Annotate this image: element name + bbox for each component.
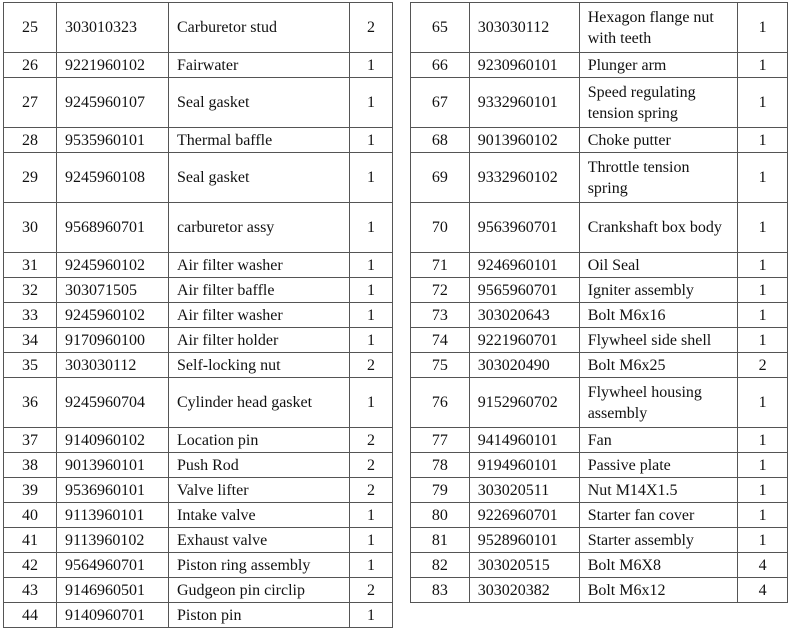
- cell-no: 74: [411, 328, 470, 353]
- table-row: [4, 153, 393, 203]
- cell-code: 303030112: [57, 353, 169, 378]
- cell-name: Speed regulating tension spring: [579, 78, 737, 128]
- cell-qty: 1: [738, 528, 788, 553]
- cell-name: Air filter baffle: [169, 278, 350, 303]
- cell-name: Push Rod: [169, 453, 350, 478]
- table-row: [4, 428, 393, 453]
- cell-qty: 1: [738, 278, 788, 303]
- cell-no: 41: [4, 528, 57, 553]
- cell-qty: 1: [350, 203, 393, 253]
- cell-code: 9245960102: [57, 253, 169, 278]
- cell-code: 9564960701: [57, 553, 169, 578]
- cell-qty: 1: [738, 3, 788, 53]
- table-row: [4, 553, 393, 578]
- cell-code: 9535960101: [57, 128, 169, 153]
- cell-name: Nut M14X1.5: [579, 478, 737, 503]
- cell-name: Oil Seal: [579, 253, 737, 278]
- cell-code: 9568960701: [57, 203, 169, 253]
- cell-no: 78: [411, 453, 470, 478]
- cell-qty: 2: [350, 428, 393, 453]
- cell-no: 75: [411, 353, 470, 378]
- cell-code: 303020490: [469, 353, 579, 378]
- cell-no: 32: [4, 278, 57, 303]
- table-row: [411, 378, 788, 428]
- cell-no: 25: [4, 3, 57, 53]
- table-row: [4, 78, 393, 128]
- cell-code: 9140960102: [57, 428, 169, 453]
- cell-no: 69: [411, 153, 470, 203]
- cell-name: Fairwater: [169, 53, 350, 78]
- cell-no: 31: [4, 253, 57, 278]
- cell-name: Plunger arm: [579, 53, 737, 78]
- table-row: [4, 203, 393, 253]
- cell-name: Cylinder head gasket: [169, 378, 350, 428]
- cell-code: 9245960102: [57, 303, 169, 328]
- table-row: [411, 303, 788, 328]
- cell-name: Starter fan cover: [579, 503, 737, 528]
- cell-name: Air filter washer: [169, 303, 350, 328]
- cell-qty: 4: [738, 578, 788, 603]
- cell-code: 9013960101: [57, 453, 169, 478]
- cell-qty: 1: [738, 478, 788, 503]
- cell-name: Thermal baffle: [169, 128, 350, 153]
- table-row: [411, 78, 788, 128]
- table-row: [411, 153, 788, 203]
- cell-qty: 1: [350, 528, 393, 553]
- cell-name: Fan: [579, 428, 737, 453]
- cell-code: 303020515: [469, 553, 579, 578]
- cell-no: 27: [4, 78, 57, 128]
- table-row: [4, 278, 393, 303]
- cell-no: 79: [411, 478, 470, 503]
- table-row: [411, 478, 788, 503]
- cell-no: 28: [4, 128, 57, 153]
- cell-no: 76: [411, 378, 470, 428]
- cell-qty: 2: [350, 3, 393, 53]
- cell-name: Valve lifter: [169, 478, 350, 503]
- cell-name: Throttle tension spring: [579, 153, 737, 203]
- cell-code: 9528960101: [469, 528, 579, 553]
- cell-qty: 1: [738, 378, 788, 428]
- table-row: [411, 253, 788, 278]
- cell-no: 67: [411, 78, 470, 128]
- cell-name: Exhaust valve: [169, 528, 350, 553]
- cell-code: 303030112: [469, 3, 579, 53]
- cell-qty: 1: [350, 603, 393, 628]
- table-row: [411, 353, 788, 378]
- cell-no: 34: [4, 328, 57, 353]
- parts-table-left: [3, 2, 393, 628]
- cell-code: 9563960701: [469, 203, 579, 253]
- cell-qty: 1: [738, 253, 788, 278]
- cell-no: 39: [4, 478, 57, 503]
- cell-code: 9146960501: [57, 578, 169, 603]
- cell-qty: 1: [350, 153, 393, 203]
- table-row: [411, 3, 788, 53]
- cell-name: Bolt M6x12: [579, 578, 737, 603]
- table-row: [4, 3, 393, 53]
- cell-no: 80: [411, 503, 470, 528]
- cell-name: Piston pin: [169, 603, 350, 628]
- cell-no: 40: [4, 503, 57, 528]
- table-row: [4, 528, 393, 553]
- cell-no: 43: [4, 578, 57, 603]
- table-row: [4, 503, 393, 528]
- cell-qty: 1: [738, 203, 788, 253]
- table-row: [4, 328, 393, 353]
- cell-name: Gudgeon pin circlip: [169, 578, 350, 603]
- cell-name: Crankshaft box body: [579, 203, 737, 253]
- table-row: [411, 428, 788, 453]
- cell-name: Air filter washer: [169, 253, 350, 278]
- table-row: [411, 503, 788, 528]
- table-row: [4, 53, 393, 78]
- parts-table-right: [410, 2, 788, 603]
- cell-name: Intake valve: [169, 503, 350, 528]
- cell-qty: 1: [350, 553, 393, 578]
- cell-qty: 1: [738, 303, 788, 328]
- table-row: [411, 553, 788, 578]
- cell-code: 9536960101: [57, 478, 169, 503]
- table-row: [4, 303, 393, 328]
- cell-qty: 1: [350, 53, 393, 78]
- cell-qty: 1: [350, 503, 393, 528]
- cell-code: 9152960702: [469, 378, 579, 428]
- cell-no: 82: [411, 553, 470, 578]
- cell-no: 35: [4, 353, 57, 378]
- cell-qty: 1: [350, 303, 393, 328]
- cell-name: Flywheel side shell: [579, 328, 737, 353]
- cell-qty: 1: [350, 78, 393, 128]
- cell-qty: 2: [350, 478, 393, 503]
- table-row: [4, 378, 393, 428]
- cell-code: 9246960101: [469, 253, 579, 278]
- table-row: [4, 453, 393, 478]
- cell-no: 68: [411, 128, 470, 153]
- table-row: [411, 328, 788, 353]
- cell-qty: 4: [738, 553, 788, 578]
- cell-no: 30: [4, 203, 57, 253]
- table-row: [411, 578, 788, 603]
- cell-code: 303010323: [57, 3, 169, 53]
- table-row: [411, 53, 788, 78]
- table-row: [4, 253, 393, 278]
- cell-no: 33: [4, 303, 57, 328]
- cell-code: 9113960101: [57, 503, 169, 528]
- cell-name: Hexagon flange nut with teeth: [579, 3, 737, 53]
- cell-code: 9226960701: [469, 503, 579, 528]
- cell-code: 9230960101: [469, 53, 579, 78]
- cell-name: Piston ring assembly: [169, 553, 350, 578]
- cell-qty: 1: [350, 378, 393, 428]
- cell-qty: 1: [350, 253, 393, 278]
- cell-no: 38: [4, 453, 57, 478]
- cell-no: 66: [411, 53, 470, 78]
- cell-name: Bolt M6x25: [579, 353, 737, 378]
- cell-name: Bolt M6x16: [579, 303, 737, 328]
- cell-qty: 1: [350, 278, 393, 303]
- table-row: [411, 278, 788, 303]
- cell-no: 36: [4, 378, 57, 428]
- cell-no: 37: [4, 428, 57, 453]
- cell-name: Self-locking nut: [169, 353, 350, 378]
- cell-qty: 1: [738, 53, 788, 78]
- cell-name: Seal gasket: [169, 153, 350, 203]
- cell-qty: 1: [350, 328, 393, 353]
- cell-qty: 1: [738, 453, 788, 478]
- cell-code: 9245960108: [57, 153, 169, 203]
- cell-qty: 2: [350, 353, 393, 378]
- cell-no: 29: [4, 153, 57, 203]
- cell-code: 303020643: [469, 303, 579, 328]
- cell-code: 9113960102: [57, 528, 169, 553]
- table-row: [4, 578, 393, 603]
- cell-code: 9221960701: [469, 328, 579, 353]
- cell-qty: 1: [738, 78, 788, 128]
- cell-code: 9332960101: [469, 78, 579, 128]
- cell-qty: 2: [738, 353, 788, 378]
- cell-code: 303020511: [469, 478, 579, 503]
- cell-code: 9565960701: [469, 278, 579, 303]
- cell-code: 303071505: [57, 278, 169, 303]
- cell-no: 44: [4, 603, 57, 628]
- table-row: [4, 128, 393, 153]
- cell-qty: 1: [350, 128, 393, 153]
- cell-code: 9013960102: [469, 128, 579, 153]
- cell-qty: 1: [738, 128, 788, 153]
- cell-name: Seal gasket: [169, 78, 350, 128]
- cell-name: Passive plate: [579, 453, 737, 478]
- cell-code: 303020382: [469, 578, 579, 603]
- cell-no: 71: [411, 253, 470, 278]
- table-row: [4, 603, 393, 628]
- cell-code: 9170960100: [57, 328, 169, 353]
- cell-name: Starter assembly: [579, 528, 737, 553]
- cell-code: 9194960101: [469, 453, 579, 478]
- cell-qty: 1: [738, 428, 788, 453]
- cell-code: 9221960102: [57, 53, 169, 78]
- cell-name: Carburetor stud: [169, 3, 350, 53]
- cell-no: 73: [411, 303, 470, 328]
- cell-name: Igniter assembly: [579, 278, 737, 303]
- cell-no: 72: [411, 278, 470, 303]
- cell-name: Choke putter: [579, 128, 737, 153]
- table-row: [4, 478, 393, 503]
- table-row: [4, 353, 393, 378]
- cell-no: 42: [4, 553, 57, 578]
- cell-code: 9414960101: [469, 428, 579, 453]
- cell-no: 81: [411, 528, 470, 553]
- table-row: [411, 203, 788, 253]
- cell-name: Location pin: [169, 428, 350, 453]
- table-row: [411, 528, 788, 553]
- cell-no: 65: [411, 3, 470, 53]
- cell-name: Bolt M6X8: [579, 553, 737, 578]
- cell-qty: 2: [350, 453, 393, 478]
- cell-no: 83: [411, 578, 470, 603]
- cell-code: 9245960704: [57, 378, 169, 428]
- cell-no: 77: [411, 428, 470, 453]
- cell-qty: 2: [350, 578, 393, 603]
- cell-no: 70: [411, 203, 470, 253]
- table-row: [411, 453, 788, 478]
- cell-code: 9245960107: [57, 78, 169, 128]
- cell-qty: 1: [738, 328, 788, 353]
- cell-qty: 1: [738, 153, 788, 203]
- cell-qty: 1: [738, 503, 788, 528]
- cell-code: 9140960701: [57, 603, 169, 628]
- cell-name: carburetor assy: [169, 203, 350, 253]
- cell-name: Air filter holder: [169, 328, 350, 353]
- cell-name: Flywheel housing assembly: [579, 378, 737, 428]
- table-row: [411, 128, 788, 153]
- cell-code: 9332960102: [469, 153, 579, 203]
- cell-no: 26: [4, 53, 57, 78]
